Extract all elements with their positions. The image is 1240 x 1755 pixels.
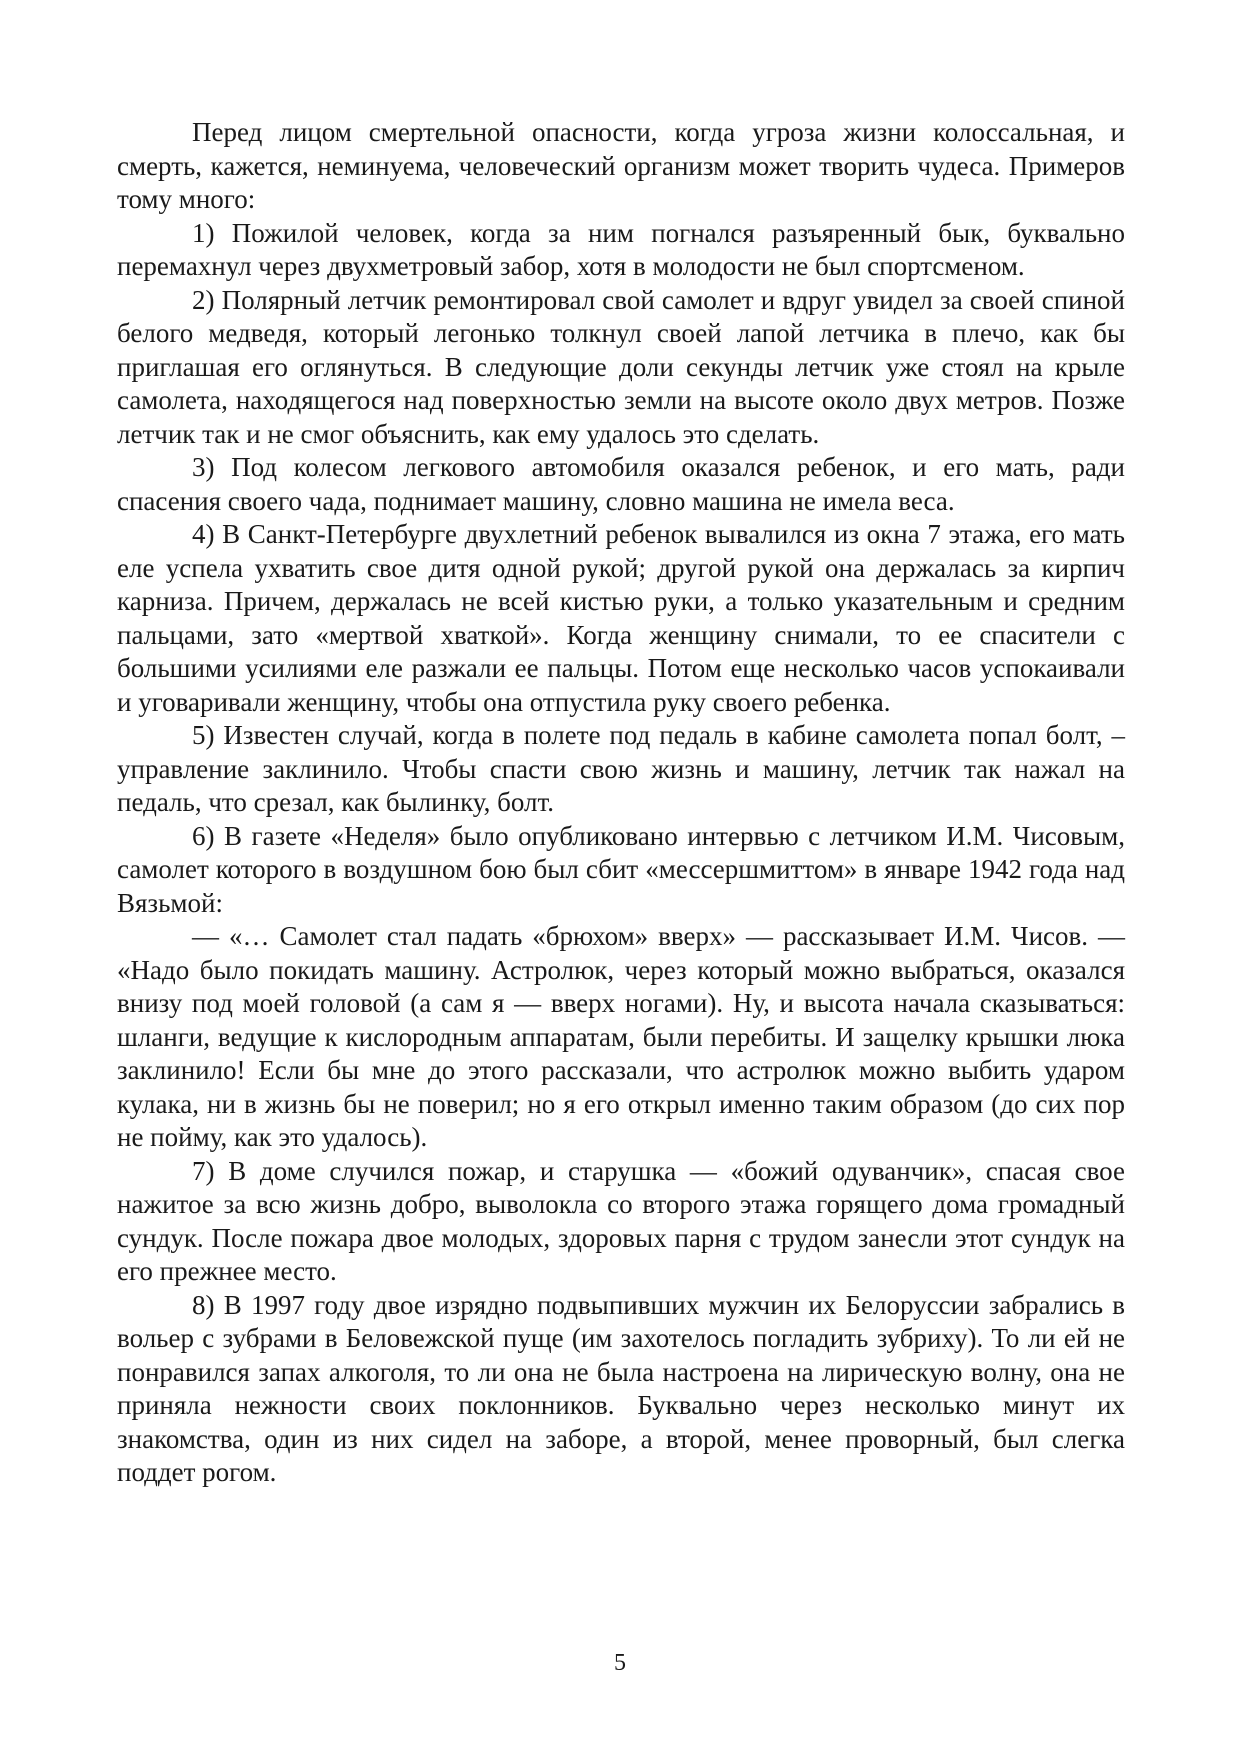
paragraph-example-5: 5) Известен случай, когда в полете под педаль в кабине самолета попал болт, – управление заклинило. Чтобы спасти свою жизнь и машину, летчик так нажал на педаль, что срезал, как былинку, болт. [117,720,1125,817]
paragraph-intro: Перед лицом смертельной опасности, когда угроза жизни колоссальная, и смерть, кажется, неминуема, человеческий организм может творить чудеса. Примеров тому много: [117,117,1125,214]
paragraph-example-1: 1) Пожилой человек, когда за ним погнался разъяренный бык, буквально перемахнул через двухметровый забор, хотя в молодости не был спортсменом. [117,217,1125,281]
paragraph-example-2: 2) Полярный летчик ремонтировал свой самолет и вдруг увидел за своей спиной белого медведя, который легонько толкнул своей лапой летчика в плечо, как бы приглашая его оглянуться. В следующие доли секунды летчик уже стоял на крыле самолета, находящегося над поверхностью земли на высоте около двух метров. Позже летчик так и не смог объяснить, как ему удалось это сделать. [117,284,1125,449]
paragraph-example-6: 6) В газете «Неделя» было опубликовано интервью с летчиком И.М. Чисовым, самолет которого в воздушном бою был сбит «мессершмиттом» в январе 1942 года над Вязьмой: [117,820,1125,918]
page-number: 5 [614,1650,626,1676]
body-text [117,116,1125,1490]
paragraph-example-8: 8) В 1997 году двое изрядно подвыпивших мужчин их Белоруссии забрались в вольер с зубрами в Беловежской пуще (им захотелось погладить зубриху). То ли ей не понравился запах алкоголя, то ли она не была настроена на лирическую волну, она не приняла нежности своих поклонников. Буквально через несколько минут их знакомства, один из них сидел на заборе, а второй, менее проворный, был слегка поддет рогом. [117,1289,1125,1487]
paragraph-example-7: 7) В доме случился пожар, и старушка — «божий одуванчик», спасая свое нажитое за всю жизнь добро, выволокла со второго этажа горящего дома громадный сундук. После пожара двое молодых, здоровых парня с трудом занесли этот сундук на его прежнее место. [117,1155,1125,1286]
paragraph-quote: — «… Самолет стал падать «брюхом» вверх» — рассказывает И.М. Чисов. — «Надо было покидать машину. Астролюк, через который можно выбраться, оказался внизу под моей головой (а сам я — вверх ногами). Ну, и высота начала сказываться: шланги, ведущие к кислородным аппаратам, были перебиты. И защелку крышки люка заклинило! Если бы мне до этого рассказали, что астролюк можно выбить ударом кулака, ни в жизнь бы не поверил; но я его открыл именно таким образом (до сих пор не пойму, как это удалось). [117,921,1125,1152]
paragraph-example-4: 4) В Санкт-Петербурге двухлетний ребенок вывалился из окна 7 этажа, его мать еле успела ухватить свое дитя одной рукой; другой рукой она держалась за кирпич карниза. Причем, держалась не всей кистью руки, а только указательным и средним пальцами, зато «мертвой хваткой». Когда женщину снимали, то ее спасители с большими усилиями еле разжали ее пальцы. Потом еще несколько часов успокаивали и уговаривали женщину, чтобы она отпустила руку своего ребенка. [117,519,1125,717]
paragraph-example-3: 3) Под колесом легкового автомобиля оказался ребенок, и его мать, ради спасения своего чада, поднимает машину, словно машина не имела веса. [117,452,1125,516]
